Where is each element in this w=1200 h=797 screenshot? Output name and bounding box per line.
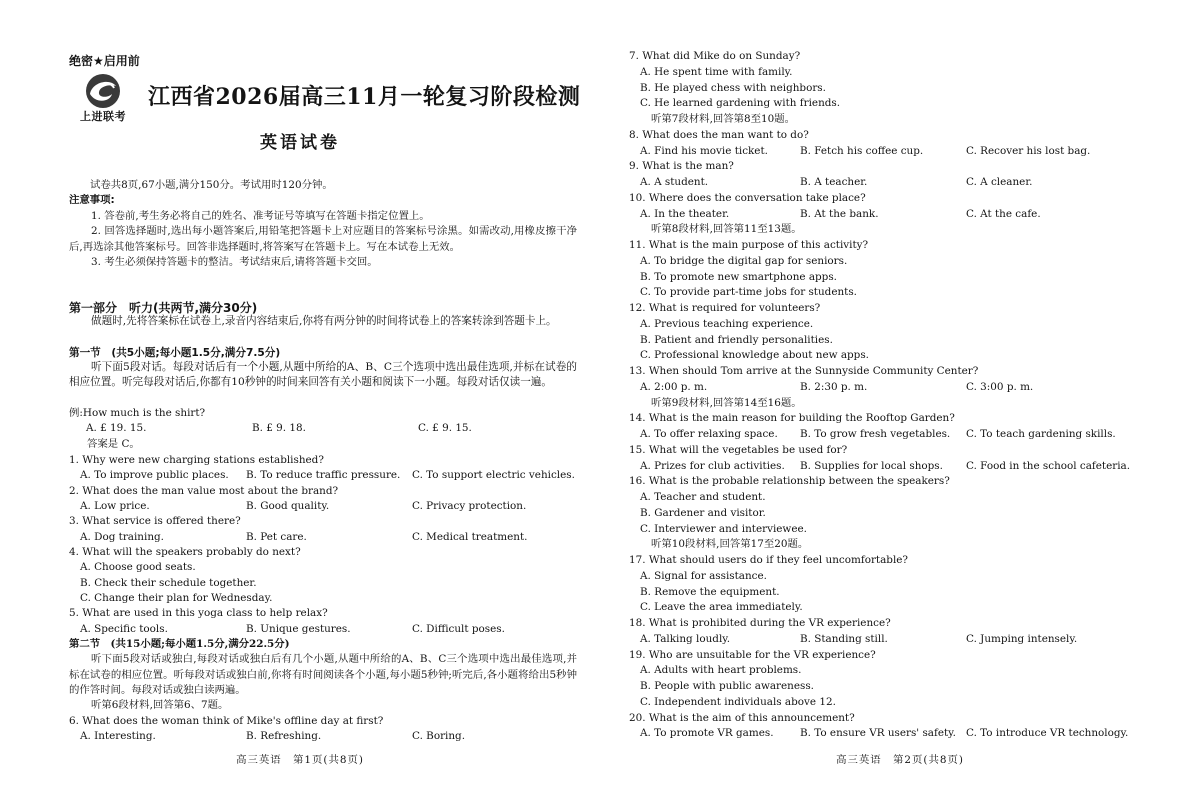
- question-stem: 10. Where does the conversation take place?: [629, 191, 866, 204]
- part1-desc: 做题时,先将答案标在试卷上,录音内容结束后,你将有两分钟的时间将试卷上的答案转涂到答题卡上。: [91, 315, 557, 327]
- answer-option: C. Boring.: [412, 730, 466, 743]
- question-stem: 6. What does the woman think of Mike's offline day at first?: [69, 714, 384, 727]
- question-stem: 15. What will the vegetables be used for?: [629, 443, 848, 456]
- notes-section: [69, 193, 577, 271]
- answer-option: C. Change their plan for Wednesday.: [80, 592, 273, 605]
- example-option: B. £ 9. 18.: [252, 422, 306, 435]
- answer-option: C. Professional knowledge about new apps.: [640, 349, 869, 362]
- answer-option: C. Difficult poses.: [412, 622, 505, 635]
- answer-option: C. At the cafe.: [966, 207, 1041, 220]
- answer-option: B. To reduce traffic pressure.: [246, 469, 401, 482]
- answer-options: [69, 622, 629, 637]
- question-stem: 4. What will the speakers probably do next?: [69, 546, 301, 559]
- answer-options: [629, 380, 1189, 396]
- answer-options: [629, 65, 1189, 112]
- page-footer-2: 高三英语 第2页(共8页): [836, 754, 964, 766]
- answer-options: [629, 254, 1189, 301]
- answer-options: [69, 499, 629, 514]
- section1-desc: 听下面5段对话。每段对话后有一个小题,从题中所给的A、B、C三个选项中选出最佳选项,并标在试卷的相应位置。听完每段对话后,你都有10秒钟的时间来回答有关小题和阅读下一小题。每段对话仅读一遍。: [69, 361, 577, 389]
- question-stem: 2. What does the man value most about the brand?: [69, 484, 339, 497]
- answer-option: C. Recover his lost bag.: [966, 144, 1091, 157]
- answer-option: A. Signal for assistance.: [640, 569, 767, 582]
- question-stem: 17. What should users do if they feel uncomfortable?: [629, 554, 908, 566]
- answer-option: A. To promote VR games.: [640, 727, 774, 740]
- answer-option: B. Patient and friendly personalities.: [640, 333, 833, 346]
- example-stem: 例:How much is the shirt?: [69, 407, 206, 419]
- answer-option: C. Independent individuals above 12.: [640, 695, 836, 708]
- answer-option: A. In the theater.: [640, 207, 730, 220]
- answer-options: [629, 632, 1189, 648]
- answer-option: A. Adults with heart problems.: [640, 664, 802, 677]
- answer-option: A. Dog training.: [80, 530, 164, 543]
- answer-option: C. Food in the school cafeteria.: [966, 459, 1131, 472]
- exam-title: 江西省2026届高三11月一轮复习阶段检测: [148, 84, 581, 110]
- answer-options: [629, 207, 1189, 223]
- answer-option: C. 3:00 p. m.: [966, 380, 1034, 393]
- exam-intro: 试卷共8页,67小题,满分150分。考试用时120分钟。: [90, 179, 333, 191]
- answer-options: [629, 175, 1189, 191]
- publisher-logo: [66, 72, 140, 128]
- section1-title: 第一节 (共5小题;每小题1.5分,满分7.5分): [69, 347, 281, 359]
- question-stem: 16. What is the probable relationship between the speakers?: [629, 475, 950, 488]
- material-instruction: 听第7段材料,回答第8至10题。: [651, 113, 796, 125]
- answer-option: B. Gardener and visitor.: [640, 506, 766, 519]
- answer-options: [69, 468, 629, 483]
- page-2: [600, 0, 1200, 797]
- answer-options: [629, 663, 1189, 710]
- answer-option: A. To bridge the digital gap for seniors.: [640, 254, 848, 267]
- question-stem: 12. What is required for volunteers?: [629, 302, 821, 314]
- material-instruction: 听第8段材料,回答第11至13题。: [651, 223, 802, 236]
- answer-option: A. A student.: [640, 176, 709, 188]
- answer-option: B. People with public awareness.: [640, 680, 814, 692]
- question-stem: 5. What are used in this yoga class to help relax?: [69, 607, 328, 620]
- answer-option: B. Standing still.: [800, 632, 888, 645]
- answer-option: A. Low price.: [80, 500, 150, 513]
- notes-item: 3. 考生必须保持答题卡的整洁。考试结束后,请将答题卡交回。: [91, 256, 378, 268]
- answer-option: A. Teacher and student.: [640, 491, 766, 503]
- material-instruction: 听第6段材料,回答第6、7题。: [91, 699, 229, 712]
- answer-option: A. Prizes for club activities.: [640, 459, 785, 472]
- answer-option: A. Interesting.: [80, 730, 156, 743]
- answer-option: B. To ensure VR users' safety.: [800, 727, 956, 740]
- confidential-label: 绝密★启用前: [69, 54, 140, 68]
- answer-option: B. Pet care.: [246, 530, 307, 543]
- answer-option: B. He played chess with neighbors.: [640, 81, 826, 94]
- part1-title: 第一部分 听力(共两节,满分30分): [69, 301, 258, 315]
- answer-options: [629, 459, 1189, 475]
- answer-option: C. He learned gardening with friends.: [640, 97, 841, 110]
- answer-option: B. To promote new smartphone apps.: [640, 270, 837, 283]
- notes-item: 2. 回答选择题时,选出每小题答案后,用铅笔把答题卡上对应题目的答案标号涂黑。如需改动,用橡皮擦干净后,再选涂其他答案标号。回答非选择题时,将答案写在答题卡上。写在本试卷上无效。: [69, 225, 577, 253]
- notes-item: 1. 答卷前,考生务必将自己的姓名、准考证号等填写在答题卡指定位置上。: [91, 209, 430, 222]
- answer-option: C. Privacy protection.: [412, 500, 527, 513]
- question-stem: 13. When should Tom arrive at the Sunnyside Community Center?: [629, 365, 979, 377]
- answer-option: A. To offer relaxing space.: [640, 428, 778, 440]
- answer-option: B. Fetch his coffee cup.: [800, 144, 924, 157]
- example-option: C. £ 9. 15.: [418, 422, 472, 435]
- question-list-left: [69, 453, 629, 744]
- answer-options: [629, 427, 1189, 443]
- notes-title: 注意事项:: [69, 194, 115, 206]
- answer-option: B. Good quality.: [246, 500, 330, 513]
- logo-text: 上进联考: [80, 110, 126, 123]
- answer-option: B. At the bank.: [800, 207, 879, 220]
- swirl-logo-icon: [66, 72, 140, 112]
- answer-option: A. To improve public places.: [80, 469, 229, 482]
- answer-option: C. Jumping intensely.: [966, 632, 1078, 645]
- question-stem: 20. What is the aim of this announcement?: [629, 711, 855, 724]
- answer-option: B. Unique gestures.: [246, 622, 351, 635]
- answer-option: B. A teacher.: [800, 176, 868, 188]
- answer-option: A. 2:00 p. m.: [640, 380, 708, 393]
- answer-option: C. To provide part-time jobs for students.: [640, 286, 857, 299]
- answer-option: C. Interviewer and interviewee.: [640, 522, 807, 535]
- answer-options: [629, 569, 1189, 616]
- question-list-right: [629, 49, 1189, 742]
- answer-option: B. To grow fresh vegetables.: [800, 428, 951, 440]
- answer-option: A. Specific tools.: [80, 622, 168, 635]
- material-instruction: 听第10段材料,回答第17至20题。: [651, 538, 809, 551]
- answer-option: C. Leave the area immediately.: [640, 601, 803, 614]
- question-stem: 18. What is prohibited during the VR experience?: [629, 617, 891, 629]
- answer-option: B. Supplies for local shops.: [800, 459, 943, 472]
- section2-desc: 听下面5段对话或独白,每段对话或独白后有几个小题,从题中所给的A、B、C三个选项中选出最佳选项,并标在试卷的相应位置。听每段对话或独白前,你将有时间阅读各个小题,每小题5秒钟;听完后,各小题将给出5秒钟的作答时间。每段对话或独白读两遍。: [69, 653, 577, 697]
- section2-title: 第二节 (共15小题;每小题1.5分,满分22.5分): [69, 638, 290, 651]
- example-options: [69, 421, 589, 436]
- answer-option: C. To introduce VR technology.: [966, 727, 1129, 740]
- question-stem: 19. Who are unsuitable for the VR experience?: [629, 648, 876, 661]
- answer-option: A. Choose good seats.: [80, 561, 196, 574]
- answer-option: B. Check their schedule together.: [80, 576, 257, 589]
- question-stem: 3. What service is offered there?: [69, 515, 241, 528]
- example-option: A. £ 19. 15.: [86, 422, 147, 435]
- answer-options: [629, 490, 1189, 537]
- example-answer: 答案是 C。: [87, 437, 140, 450]
- answer-option: C. A cleaner.: [966, 176, 1033, 188]
- example-question: [69, 406, 589, 452]
- answer-option: C. To teach gardening skills.: [966, 428, 1116, 440]
- answer-option: C. Medical treatment.: [412, 530, 528, 543]
- question-stem: 8. What does the man want to do?: [629, 128, 809, 141]
- question-stem: 1. Why were new charging stations established?: [69, 454, 324, 466]
- answer-options: [629, 317, 1189, 364]
- question-stem: 14. What is the main reason for building the Rooftop Garden?: [629, 412, 955, 425]
- question-stem: 7. What did Mike do on Sunday?: [629, 50, 801, 62]
- answer-option: B. Remove the equipment.: [640, 585, 780, 598]
- answer-option: A. Previous teaching experience.: [640, 317, 814, 330]
- answer-options: [629, 144, 1189, 160]
- answer-option: B. Refreshing.: [246, 730, 322, 743]
- answer-option: B. 2:30 p. m.: [800, 380, 868, 393]
- answer-options: [69, 530, 629, 545]
- question-stem: 9. What is the man?: [629, 160, 734, 173]
- answer-option: A. He spent time with family.: [640, 65, 793, 78]
- question-stem: 11. What is the main purpose of this activity?: [629, 239, 869, 251]
- subject-title: 英语试卷: [260, 133, 340, 153]
- material-instruction: 听第9段材料,回答第14至16题。: [651, 396, 802, 409]
- page-footer-1: 高三英语 第1页(共8页): [236, 754, 364, 766]
- answer-option: A. Find his movie ticket.: [640, 144, 768, 157]
- answer-options: [69, 729, 629, 744]
- answer-option: C. To support electric vehicles.: [412, 469, 575, 482]
- answer-options: [69, 560, 629, 606]
- answer-options: [629, 726, 1189, 742]
- answer-option: A. Talking loudly.: [640, 632, 731, 645]
